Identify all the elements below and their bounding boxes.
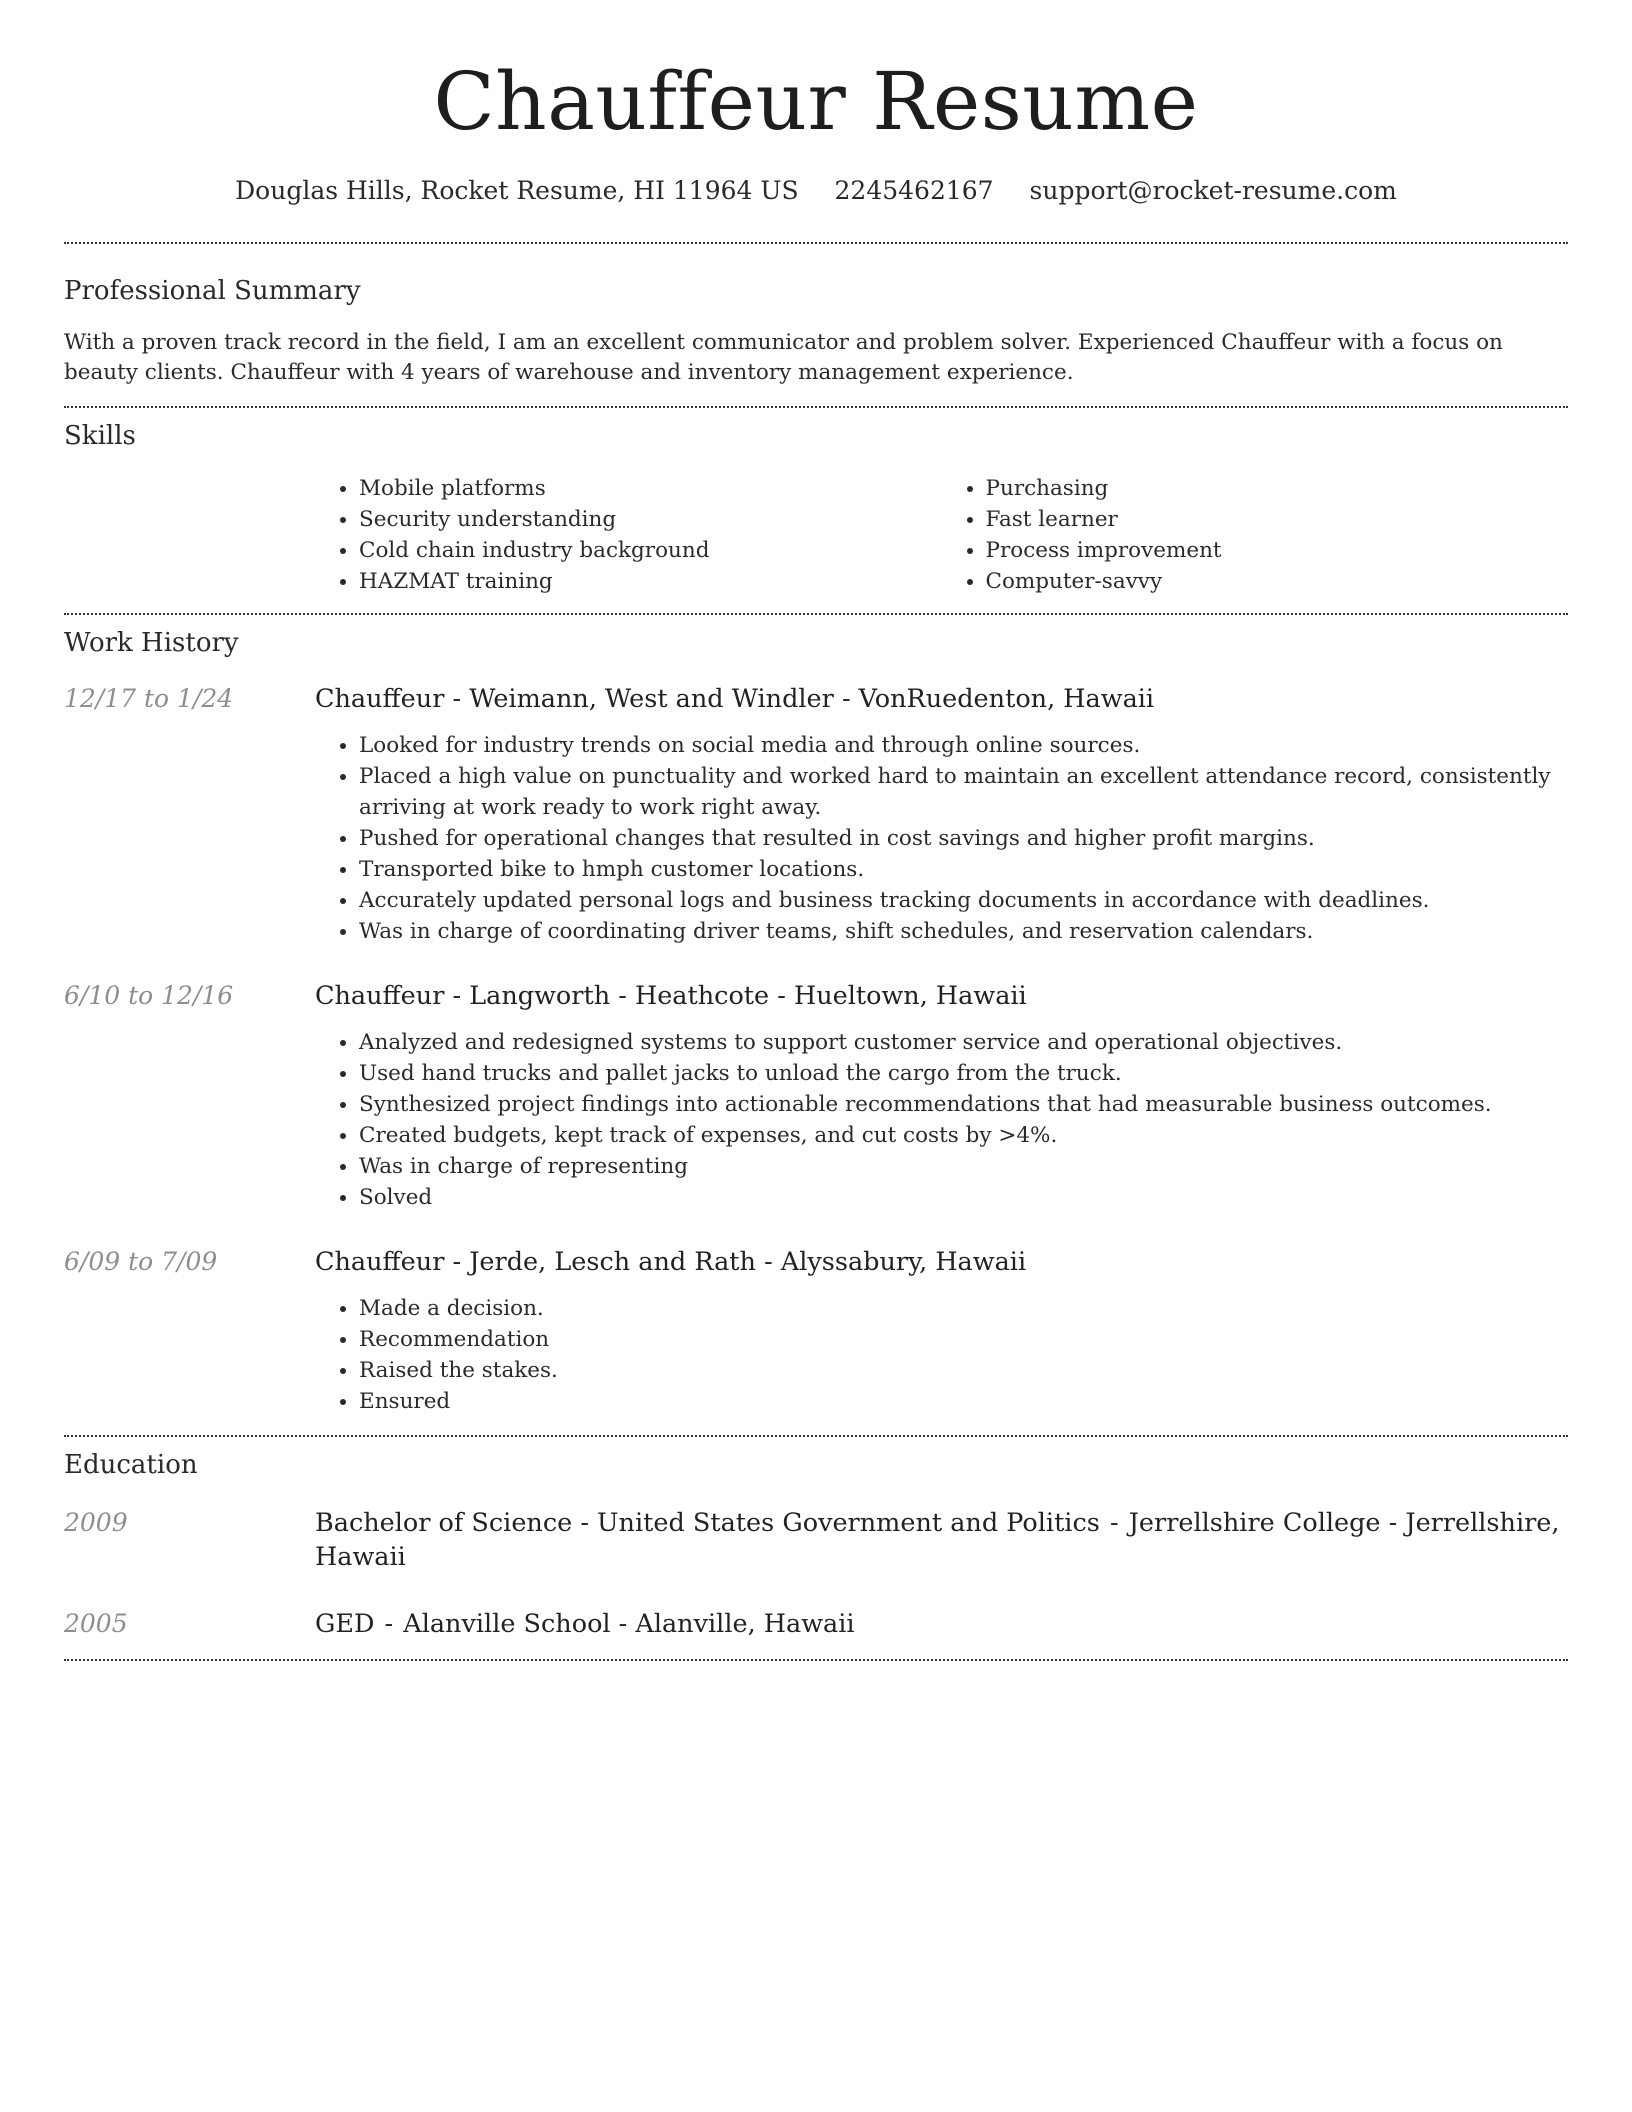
job-bullets [315, 1293, 1568, 1417]
summary-section [64, 244, 1568, 388]
contact-phone: 2245462167 [834, 176, 994, 205]
skill-item: • HAZMAT training [359, 566, 942, 597]
education-heading-line [315, 1607, 855, 1641]
job-body [315, 979, 1568, 1213]
skills-grid [315, 473, 1568, 597]
education-school: Jerrellshire College - Jerrellshire, Hawaii [315, 1508, 1560, 1572]
job-bullet: • Looked for industry trends on social media and through online sources. [359, 730, 1568, 761]
skill-item: • Purchasing [986, 473, 1569, 504]
resume-title: Chauffeur Resume [433, 55, 1199, 148]
resume-header [64, 0, 1568, 208]
education-degree: GED [315, 1609, 375, 1639]
education-heading-line [315, 1506, 1568, 1574]
job-bullet: • Ensured [359, 1386, 1568, 1417]
job-bullets [315, 1027, 1568, 1213]
job-bullet: • Synthesized project findings into actionable recommendations that had measurable business outcomes. [359, 1089, 1568, 1120]
skill-item: • Mobile platforms [359, 473, 942, 504]
job-bullet: • Used hand trucks and pallet jacks to unload the cargo from the truck. [359, 1058, 1568, 1089]
education-year: 2009 [64, 1508, 128, 1537]
education-heading: Education [64, 1450, 198, 1480]
contact-address: Douglas Hills, Rocket Resume, HI 11964 US [235, 176, 799, 205]
education-separator: - [384, 1609, 402, 1639]
job-body [315, 682, 1568, 947]
job-bullet: • Raised the stakes. [359, 1355, 1568, 1386]
job-dates: 6/10 to 12/16 [64, 981, 234, 1010]
job-bullet: • Recommendation [359, 1324, 1568, 1355]
work-heading: Work History [64, 628, 239, 658]
skills-section [64, 408, 1568, 597]
job-bullet: • Transported bike to hmph customer locations. [359, 854, 1568, 885]
job-bullet: • Created budgets, kept track of expenses, and cut costs by >4%. [359, 1120, 1568, 1151]
job-bullet: • Analyzed and redesigned systems to support customer service and operational objectives. [359, 1027, 1568, 1058]
skill-item: • Process improvement [986, 535, 1569, 566]
job-bullet: • Accurately updated personal logs and business tracking documents in accordance with deadlines. [359, 885, 1568, 916]
job-entry [64, 1245, 1568, 1435]
job-heading: Chauffeur - Langworth - Heathcote - Hueltown, Hawaii [315, 981, 1027, 1011]
job-bullet: • Pushed for operational changes that resulted in cost savings and higher profit margins. [359, 823, 1568, 854]
skill-item: • Security understanding [359, 504, 942, 535]
job-body [315, 1245, 1568, 1435]
education-divider [64, 1659, 1568, 1661]
education-degree: Bachelor of Science - United States Government and Politics [315, 1508, 1100, 1538]
education-separator: - [1109, 1508, 1127, 1538]
summary-text: With a proven track record in the field, I am an excellent communicator and problem solver. Experienced Chauffeur with a focus on beauty clients. Chauffeur with 4 years of warehouse and inventory management experience. [64, 330, 1503, 385]
skill-item: • Fast learner [986, 504, 1569, 535]
job-dates: 12/17 to 1/24 [64, 684, 234, 713]
job-entry [64, 682, 1568, 947]
skill-item: • Computer-savvy [986, 566, 1569, 597]
job-bullet: • Made a decision. [359, 1293, 1568, 1324]
job-bullet: • Solved [359, 1182, 1568, 1213]
skill-item: • Cold chain industry background [359, 535, 942, 566]
education-year: 2005 [64, 1609, 128, 1638]
education-school: Alanville School - Alanville, Hawaii [403, 1609, 855, 1639]
job-dates: 6/09 to 7/09 [64, 1247, 218, 1276]
job-bullet: • Was in charge of representing [359, 1151, 1568, 1182]
job-heading: Chauffeur - Weimann, West and Windler - VonRuedenton, Hawaii [315, 684, 1155, 714]
education-entry [64, 1506, 1568, 1574]
skills-list-left [315, 473, 942, 597]
job-bullet: • Was in charge of coordinating driver teams, shift schedules, and reservation calendars. [359, 916, 1568, 947]
work-section [64, 615, 1568, 1435]
job-bullets [315, 730, 1568, 947]
job-heading: Chauffeur - Jerde, Lesch and Rath - Alyssabury, Hawaii [315, 1247, 1027, 1277]
contact-line [64, 174, 1568, 208]
job-entry [64, 979, 1568, 1213]
summary-heading: Professional Summary [64, 276, 361, 306]
skills-heading: Skills [64, 421, 136, 451]
contact-email: support@rocket-resume.com [1029, 176, 1397, 205]
education-section [64, 1437, 1568, 1641]
education-entry [64, 1607, 1568, 1641]
job-bullet: • Placed a high value on punctuality and worked hard to maintain an excellent attendance record, consistently arriving at work ready to work right away. [359, 761, 1568, 823]
skills-list-right [942, 473, 1569, 597]
